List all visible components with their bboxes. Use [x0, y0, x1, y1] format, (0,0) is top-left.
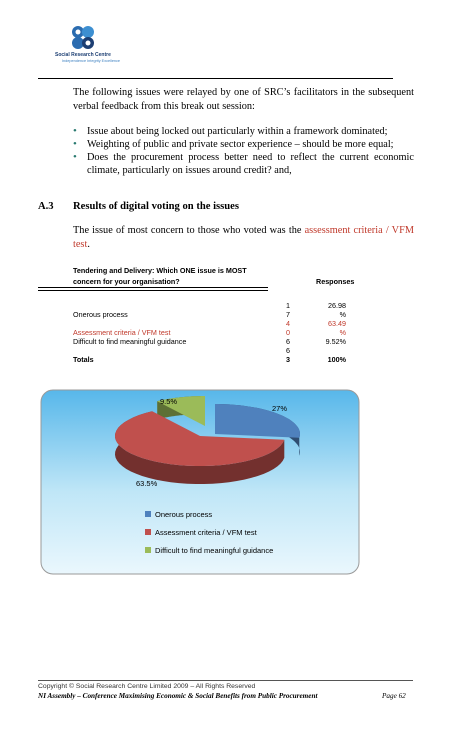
feedback-list [73, 125, 414, 177]
list-item: • Weighting of public and private sector experience – should be more equal; [73, 138, 414, 151]
legend-label: Assessment criteria / VFM test [155, 528, 257, 537]
table-question-line1: Tendering and Delivery: Which ONE issue is MOST [73, 266, 247, 275]
logo-circle-2 [82, 26, 94, 38]
pie-data-label: 27% [272, 404, 288, 413]
table-rule-1 [38, 287, 268, 288]
list-item: • Issue about being locked out particularly within a framework dominated; [73, 125, 414, 138]
logo-name: Social Research Centre [55, 52, 111, 58]
pie-chart [40, 389, 360, 575]
table-row: Difficult to find meaningful guidance 6 9.52% [73, 337, 346, 346]
concern-highlight: assessment criteria / VFM test [73, 225, 414, 250]
footer-title: NI Assembly – Conference Maximising Economic & Social Benefits from Public Procurement [38, 692, 318, 700]
section-title: Results of digital voting on the issues [73, 201, 239, 212]
table-row: 4 63.49 [286, 319, 346, 328]
logo-tagline: Independence Integrity Excellence [62, 59, 121, 63]
table-row: 6 [286, 346, 290, 355]
src-logo [50, 22, 130, 72]
header-rule [38, 78, 393, 79]
concern-end: . [87, 239, 90, 250]
list-item: • Does the procurement process better need to reflect the current economic climate, particularly on issues around credit? and, [73, 151, 414, 177]
footer-rule [38, 680, 413, 681]
table-row: Totals 3 100% [73, 355, 346, 364]
legend-swatch [145, 547, 151, 553]
page-number: Page 62 [382, 692, 406, 700]
legend-swatch [145, 529, 151, 535]
concern-paragraph [73, 224, 414, 252]
intro-paragraph: The following issues were relayed by one of SRC’s facilitators in the subsequent verbal feedback from this break out session: [73, 87, 414, 112]
footer-copyright: Copyright © Social Research Centre Limited 2009 – All Rights Reserved [38, 683, 256, 690]
table-row: Assessment criteria / VFM test 0 % [73, 328, 346, 337]
concern-text: The issue of most concern to those who voted was the [73, 225, 305, 236]
legend-label: Onerous process [155, 510, 213, 519]
table-responses-header: Responses [316, 277, 355, 286]
response-table [73, 301, 373, 364]
table-row: Onerous process 7 % [73, 310, 346, 319]
table-question-line2: concern for your organisation? [73, 277, 180, 286]
table-row: 1 26.98 [286, 301, 346, 310]
legend-swatch [145, 511, 151, 517]
section-number: A.3 [38, 201, 54, 212]
legend-label: Difficult to find meaningful guidance [155, 546, 274, 555]
pie-data-label: 9.5% [160, 397, 178, 406]
pie-data-label: 63.5% [136, 479, 158, 488]
table-rule-2 [38, 290, 268, 291]
